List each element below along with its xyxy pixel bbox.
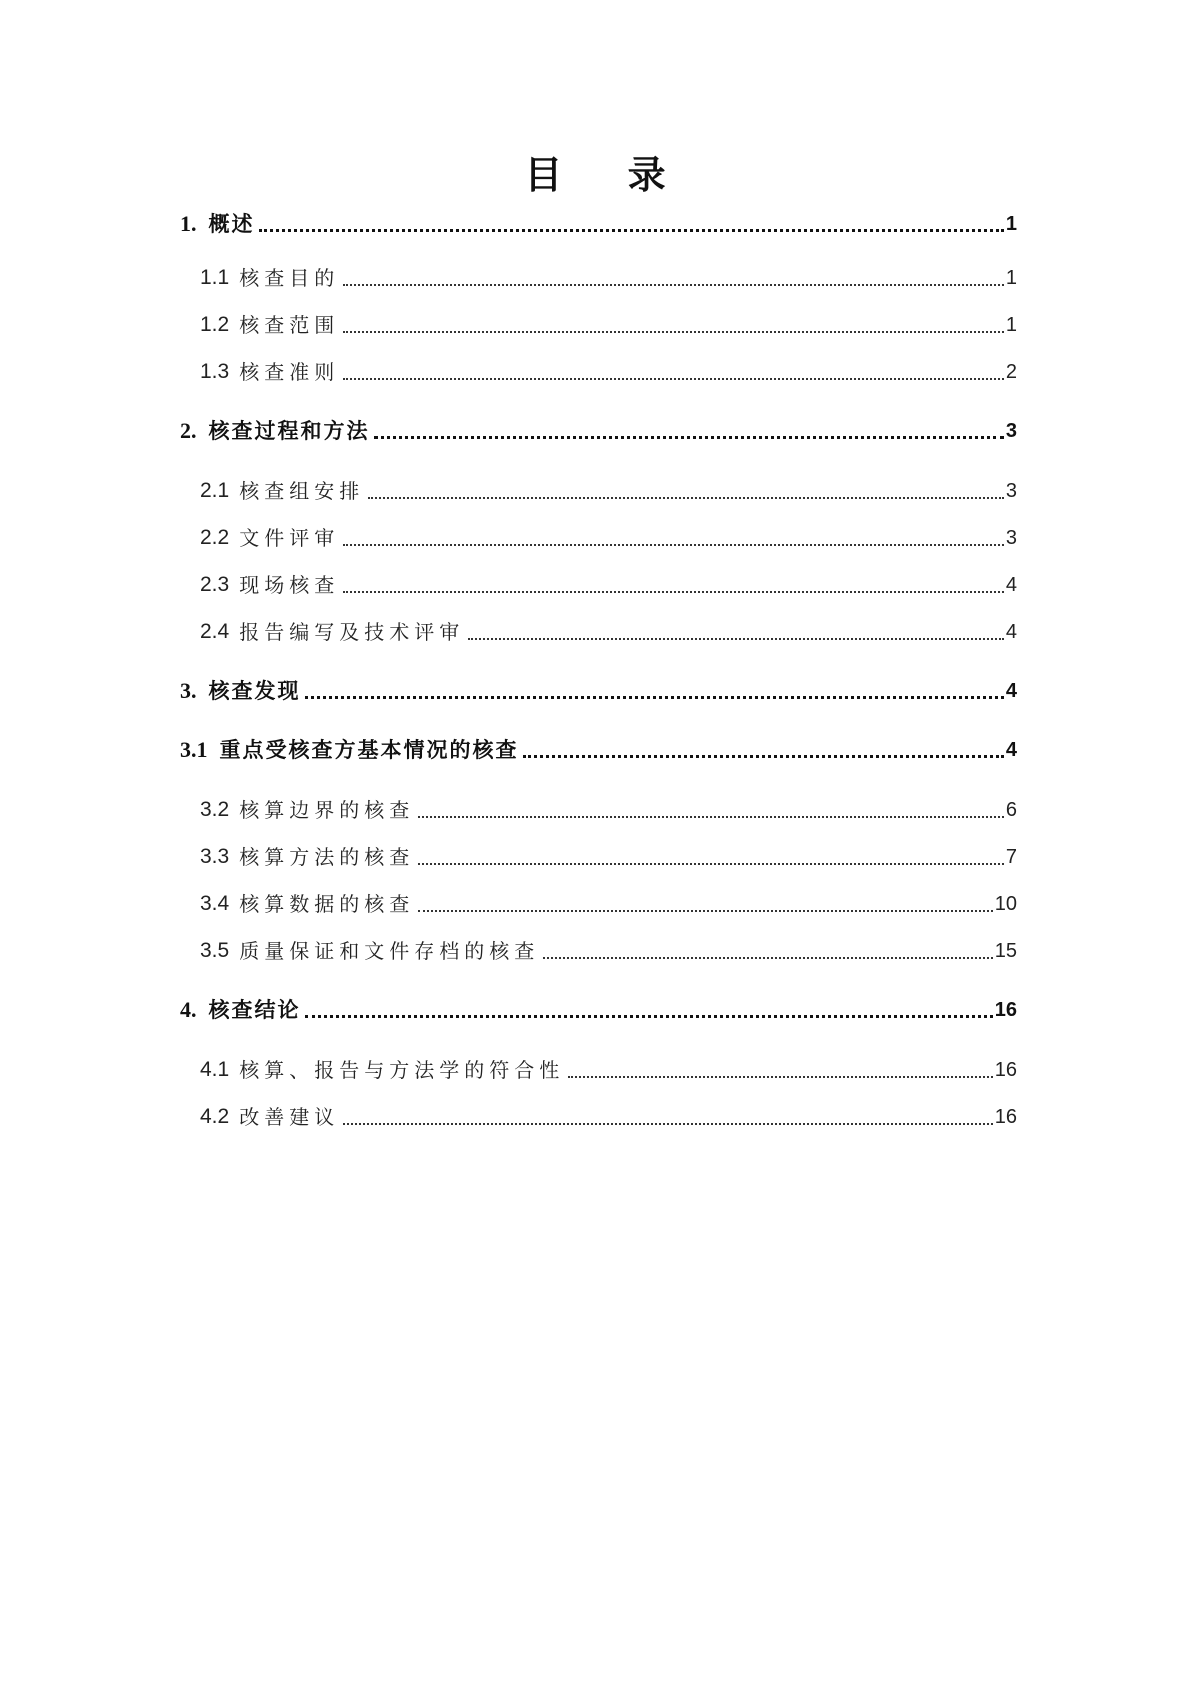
toc-entry-label: 核查目的 (239, 266, 340, 290)
dot-leader (343, 378, 1004, 380)
toc-entry-page: 4 (1005, 574, 1017, 596)
dot-leader (418, 910, 993, 912)
toc-entry-label: 核算、报告与方法学的符合性 (239, 1058, 565, 1082)
dot-leader (418, 816, 1004, 818)
toc-entry-number: 4.1 (200, 1058, 230, 1081)
toc-entry-page: 4 (1005, 621, 1017, 643)
dot-leader (305, 1015, 993, 1018)
toc-entry-page: 1 (1005, 213, 1017, 235)
toc-entry-2-2[interactable] (200, 519, 1017, 553)
toc-entry-number: 3.1 (180, 737, 208, 762)
toc-entry-label: 核查范围 (239, 313, 340, 337)
toc-entry-page: 15 (994, 940, 1017, 962)
dot-leader (343, 331, 1004, 333)
dot-leader (418, 863, 1004, 865)
toc-entry-number: 4. (180, 997, 197, 1022)
toc-entry-page: 7 (1005, 846, 1017, 868)
dot-leader (374, 436, 1004, 439)
toc-entry-number: 3. (180, 678, 197, 703)
toc-entry-number: 4.2 (200, 1105, 230, 1128)
toc-entry-label: 报告编写及技术评审 (239, 620, 465, 644)
toc-entry-label: 核算方法的核查 (239, 845, 415, 869)
toc-entry-1-2[interactable] (200, 306, 1017, 340)
dot-leader (305, 696, 1004, 699)
toc-title: 目 录 (524, 153, 692, 197)
dot-leader (568, 1076, 993, 1078)
dot-leader (343, 544, 1004, 546)
toc-entry-page: 4 (1005, 739, 1017, 761)
toc-entry-3-2[interactable] (200, 791, 1017, 825)
dot-leader (543, 957, 993, 959)
toc-entry-number: 1.3 (200, 360, 230, 383)
toc-entry-label: 核查发现 (208, 679, 301, 703)
toc-entry-number: 3.5 (200, 939, 230, 962)
toc-entry-page: 16 (994, 1059, 1017, 1081)
toc-entry-label: 质量保证和文件存档的核查 (239, 939, 540, 963)
toc-entry-page: 4 (1005, 680, 1017, 702)
dot-leader (343, 1123, 993, 1125)
toc-entry-number: 2.2 (200, 526, 230, 549)
toc-entry-label: 核查准则 (239, 360, 340, 384)
toc-entry-page: 2 (1005, 361, 1017, 383)
toc-entry-number: 1.1 (200, 266, 230, 289)
toc-entry-page: 3 (1005, 480, 1017, 502)
toc-entry-2-1[interactable] (200, 472, 1017, 506)
toc-entry-label: 核算数据的核查 (239, 892, 415, 916)
toc-entry-2[interactable] (180, 412, 1017, 446)
toc-entry-page: 10 (994, 893, 1017, 915)
toc-entry-1-1[interactable] (200, 259, 1017, 293)
toc-entry-3-3[interactable] (200, 838, 1017, 872)
toc-entry-4-1[interactable] (200, 1051, 1017, 1085)
toc-entry-page: 16 (994, 1106, 1017, 1128)
toc-entry-3-1[interactable] (180, 731, 1017, 765)
toc-entry-1[interactable] (180, 205, 1017, 239)
dot-leader (468, 638, 1004, 640)
toc-entry-number: 1. (180, 211, 197, 236)
toc-entry-3-5[interactable] (200, 932, 1017, 966)
toc-entry-page: 3 (1005, 527, 1017, 549)
toc-entry-number: 2.1 (200, 479, 230, 502)
toc-entry-page: 6 (1005, 799, 1017, 821)
toc-entry-page: 1 (1005, 314, 1017, 336)
dot-leader (343, 284, 1004, 286)
dot-leader (343, 591, 1004, 593)
toc-entry-2-3[interactable] (200, 566, 1017, 600)
toc-entry-number: 2.4 (200, 620, 230, 643)
dot-leader (368, 497, 1004, 499)
toc-entry-1-3[interactable] (200, 353, 1017, 387)
toc-entry-label: 核查过程和方法 (208, 419, 370, 443)
toc-entry-3-4[interactable] (200, 885, 1017, 919)
toc-entry-label: 文件评审 (239, 526, 340, 550)
toc-entry-number: 3.2 (200, 798, 230, 821)
toc-entry-label: 重点受核查方基本情况的核查 (219, 738, 519, 762)
toc-entry-label: 概述 (208, 212, 255, 236)
toc-entry-number: 1.2 (200, 313, 230, 336)
toc-entry-page: 1 (1005, 267, 1017, 289)
toc-entry-label: 核算边界的核查 (239, 798, 415, 822)
toc-entry-number: 2. (180, 418, 197, 443)
dot-leader (523, 755, 1004, 758)
toc-entry-page: 3 (1005, 420, 1017, 442)
toc-entry-label: 现场核查 (239, 573, 340, 597)
toc-entry-4-2[interactable] (200, 1098, 1017, 1132)
toc-entry-number: 2.3 (200, 573, 230, 596)
toc-entry-4[interactable] (180, 991, 1017, 1025)
toc-entry-page: 16 (994, 999, 1017, 1021)
toc-entry-2-4[interactable] (200, 613, 1017, 647)
toc-entry-label: 核查组安排 (239, 479, 365, 503)
toc-entry-label: 核查结论 (208, 998, 301, 1022)
toc-entry-number: 3.3 (200, 845, 230, 868)
toc-entry-number: 3.4 (200, 892, 230, 915)
toc-entry-3[interactable] (180, 672, 1017, 706)
dot-leader (259, 229, 1004, 232)
toc-entry-label: 改善建议 (239, 1105, 340, 1129)
